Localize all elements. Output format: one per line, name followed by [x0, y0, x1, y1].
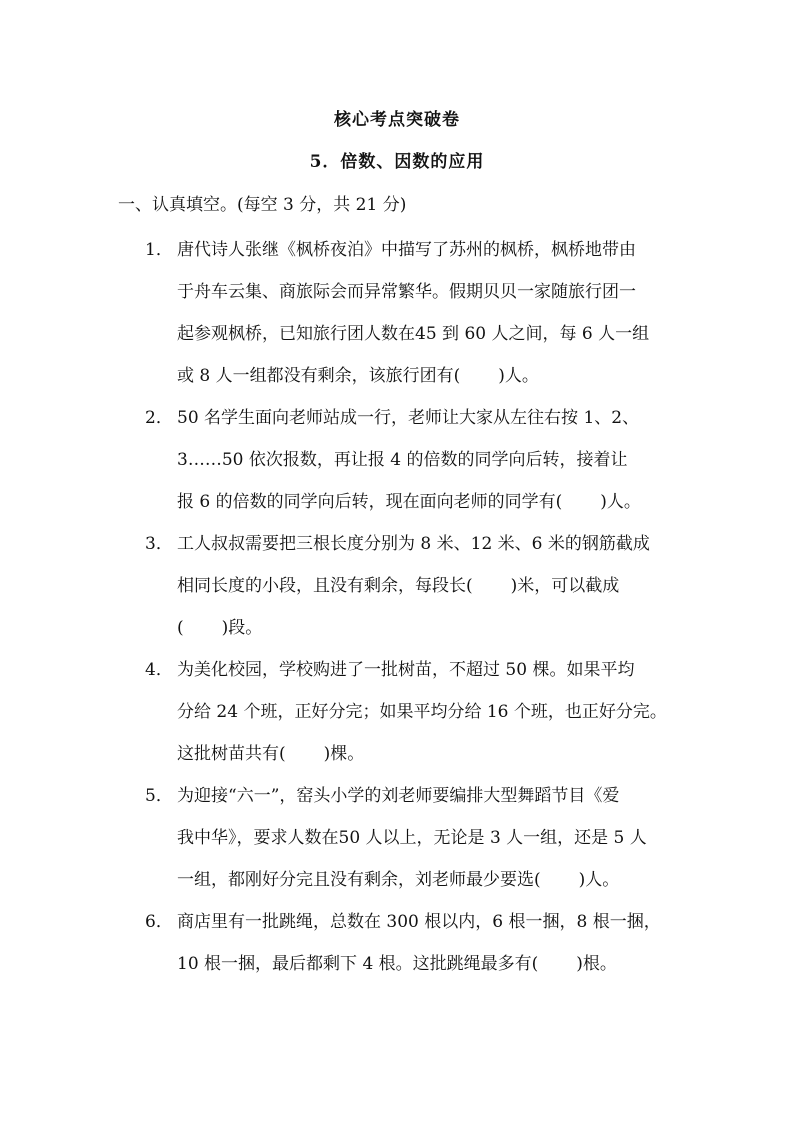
question-line-part: 报 6 的倍数的同学向后转，现在面向老师的同学有( — [177, 492, 563, 512]
question-line: 分给 24 个班，正好分完；如果平均分给 16 个班，也正好分完。 — [177, 702, 667, 722]
question-line-part: ( — [177, 618, 184, 638]
question-text — [177, 901, 685, 985]
question-number: 3． — [145, 534, 173, 554]
question-line: 唐代诗人张继《枫桥夜泊》中描写了苏州的枫桥，枫桥地带由 — [177, 240, 636, 260]
question-line: 3……50 依次报数，再让报 4 的倍数的同学向后转，接着让 — [177, 450, 628, 470]
question-line: 商店里有一批跳绳，总数在 300 根以内，6 根一捆，8 根一捆， — [177, 912, 661, 932]
question-number: 2． — [145, 408, 173, 428]
question-6 — [145, 901, 685, 985]
question-line-part: 10 根一捆，最后都剩下 4 根。这批跳绳最多有( — [177, 954, 539, 974]
question-line-part: )人。 — [578, 870, 620, 890]
question-line-part: 相同长度的小段，且没有剩余，每段长( — [177, 576, 473, 596]
question-line — [177, 355, 685, 397]
question-text — [177, 229, 685, 397]
question-line-part: )米，可以截成 — [510, 576, 620, 596]
question-line: 为迎接“六一”，窑头小学的刘老师要编排大型舞蹈节目《爱 — [177, 786, 620, 806]
question-text — [177, 775, 685, 901]
question-line: 50 名学生面向老师站成一行，老师让大家从左往右按 1、2、 — [177, 408, 640, 428]
question-number: 1． — [145, 240, 173, 260]
question-line-part: )段。 — [221, 618, 263, 638]
question-line-part: )棵。 — [323, 744, 365, 764]
question-number: 5． — [145, 786, 173, 806]
question-line — [177, 607, 685, 649]
question-text — [177, 397, 685, 523]
question-4 — [145, 649, 685, 775]
question-text — [177, 649, 685, 775]
question-5 — [145, 775, 685, 901]
question-number: 6． — [145, 912, 173, 932]
question-3 — [145, 523, 685, 649]
page-subtitle: 5．倍数、因数的应用 — [309, 152, 485, 172]
question-line: 我中华》，要求人数在50 人以上，无论是 3 人一组，还是 5 人 — [177, 828, 647, 848]
question-number: 4． — [145, 660, 173, 680]
question-line-part: 这批树苗共有( — [177, 744, 286, 764]
question-line: 工人叔叔需要把三根长度分别为 8 米、12 米、6 米的钢筋截成 — [177, 534, 650, 554]
question-line: 起参观枫桥，已知旅行团人数在45 到 60 人之间，每 6 人一组 — [177, 324, 650, 344]
question-line — [177, 859, 685, 901]
question-text — [177, 523, 685, 649]
question-line: 为美化校园，学校购进了一批树苗，不超过 50 棵。如果平均 — [177, 660, 635, 680]
page-title: 核心考点突破卷 — [334, 110, 460, 130]
question-2 — [145, 397, 685, 523]
question-line — [177, 733, 685, 775]
question-line — [177, 481, 685, 523]
question-line-part: )根。 — [576, 954, 617, 974]
question-1 — [145, 229, 685, 397]
question-line — [177, 565, 685, 607]
question-line — [177, 943, 685, 985]
question-list — [145, 229, 685, 985]
question-line-part: )人。 — [600, 492, 641, 512]
question-line-part: 一组，都刚好分完且没有剩余，刘老师最少要选( — [177, 870, 541, 890]
question-line-part: )人。 — [498, 366, 539, 386]
section-heading: 一、认真填空。(每空 3 分，共 21 分) — [118, 195, 407, 215]
question-line-part: 或 8 人一组都没有剩余，该旅行团有( — [177, 366, 461, 386]
question-line: 于舟车云集、商旅际会而异常繁华。假期贝贝一家随旅行团一 — [177, 282, 636, 302]
